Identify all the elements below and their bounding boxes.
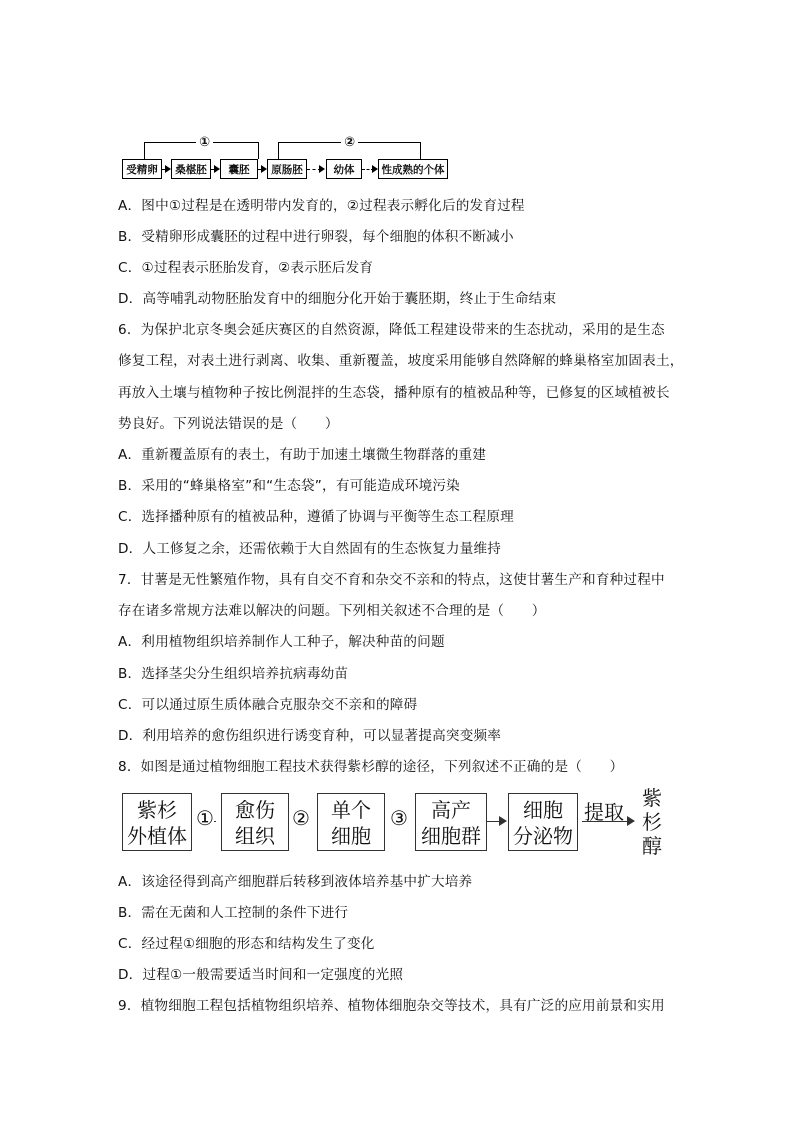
taxol-production-diagram: [122, 788, 667, 862]
step-box-explant: [122, 793, 192, 851]
q6-stem-line-1: 6．为保护北京冬奥会延庆赛区的自然资源，降低工程建设带来的生态扰动，采用的是生态: [118, 322, 665, 338]
q5-option-c: C．①过程表示胚胎发育，②表示胚后发育: [118, 260, 374, 276]
q6-stem-line-2: 修复工程，对表土进行剥离、收集、重新覆盖，坡度采用能够自然降解的蜂巢格室加固表土，: [118, 353, 684, 369]
q5-option-b: B．受精卵形成囊胚的过程中进行卵裂，每个细胞的体积不断减小: [118, 229, 514, 245]
step-label-1: ①: [196, 806, 214, 830]
arrow-line: [214, 821, 216, 822]
stage-box-morula: 桑椹胚: [171, 159, 211, 179]
q8-option-d: D．过程①一般需要适当时间和一定强度的光照: [118, 967, 404, 983]
box-text: 外植体: [127, 824, 187, 848]
q7-stem-line-1: 7．甘薯是无性繁殖作物，具有自交不育和杂交不亲和的特点，这使甘薯生产和育种过程中: [118, 572, 665, 588]
q5-option-a: A．图中①过程是在透明带内发育的，②过程表示孵化后的发育过程: [118, 198, 525, 214]
stage-box-blastocyst: 囊胚: [220, 159, 258, 179]
q9-stem-line-1: 9．植物细胞工程包括植物组织培养、植物体细胞杂交等技术，具有广泛的应用前景和实用: [118, 998, 665, 1014]
q7-option-c: C．可以通过原生质体融合克服杂交不亲和的障碍: [118, 697, 418, 713]
product-taxol: [640, 786, 664, 858]
box-text: 高产: [431, 798, 471, 822]
arrow-head: [627, 816, 635, 826]
stage-box-adult: 性成熟的个体: [378, 159, 448, 179]
q7-stem-line-2: 存在诸多常规方法难以解决的问题。下列相关叙述不合理的是（ ）: [118, 603, 546, 619]
q8-stem: 8．如图是通过植物细胞工程技术获得紫杉醇的途径，下列叙述不正确的是（ ）: [118, 759, 624, 775]
process-1-label: ①: [196, 135, 213, 150]
q6-stem-line-4: 势良好。下列说法错误的是（ ）: [118, 416, 339, 432]
step-box-secretion: [508, 793, 578, 851]
q8-option-a: A．该途径得到高产细胞群后转移到液体培养基中扩大培养: [118, 874, 473, 890]
q7-option-b: B．选择茎尖分生组织培养抗病毒幼苗: [118, 666, 349, 682]
box-text: 细胞群: [421, 824, 481, 848]
arrow-head: [499, 816, 507, 826]
q6-option-c: C．选择播种原有的植被品种，遵循了协调与平衡等生态工程原理: [118, 509, 514, 525]
q8-option-b: B．需在无菌和人工控制的条件下进行: [118, 905, 349, 921]
product-char: 杉: [642, 810, 662, 834]
box-text: 细胞: [331, 824, 371, 848]
q6-option-d: D．人工修复之余，还需依赖于大自然固有的生态恢复力量维持: [118, 541, 502, 557]
process-2-label: ②: [341, 135, 358, 150]
extract-label: 提取: [584, 800, 624, 824]
box-text: 紫杉: [137, 798, 177, 822]
q7-option-a: A．利用植物组织培养制作人工种子，解决种苗的问题: [118, 634, 445, 650]
box-text: 愈伤: [235, 798, 275, 822]
step-box-callus: [221, 793, 289, 851]
box-text: 单个: [331, 798, 371, 822]
q6-option-b: B．采用的“蜂巢格室”和“生态袋”，有可能造成环境污染: [118, 478, 460, 494]
q6-stem-line-3: 再放入土壤与植物种子按比例混拌的生态袋，播种原有的植被品种等，已修复的区域植被长: [118, 385, 670, 401]
step-box-high-yield-cells: [415, 793, 487, 851]
step-box-single-cell: [317, 793, 385, 851]
step-label-3: ③: [390, 806, 408, 830]
q7-option-d: D．利用培养的愈伤组织进行诱变育种，可以显著提高突变频率: [118, 728, 502, 744]
embryo-development-diagram: [120, 132, 450, 186]
stage-box-zygote: 受精卵: [122, 159, 162, 179]
stage-box-gastrula: 原肠胚: [267, 159, 307, 179]
q5-option-d: D．高等哺乳动物胚胎发育中的细胞分化开始于囊胚期，终止于生命结束: [118, 291, 557, 307]
product-char: 紫: [642, 786, 662, 810]
arrow-head: [319, 165, 325, 173]
box-text: 组织: [235, 824, 275, 848]
q8-option-c: C．经过程①细胞的形态和结构发生了变化: [118, 936, 375, 952]
box-text: 分泌物: [513, 824, 573, 848]
arrow-line: [582, 821, 628, 822]
q6-option-a: A．重新覆盖原有的表土，有助于加速土壤微生物群落的重建: [118, 447, 487, 463]
stage-box-larva: 幼体: [326, 159, 362, 179]
step-label-2: ②: [292, 806, 310, 830]
box-text: 细胞: [523, 798, 563, 822]
product-char: 醇: [642, 834, 662, 858]
